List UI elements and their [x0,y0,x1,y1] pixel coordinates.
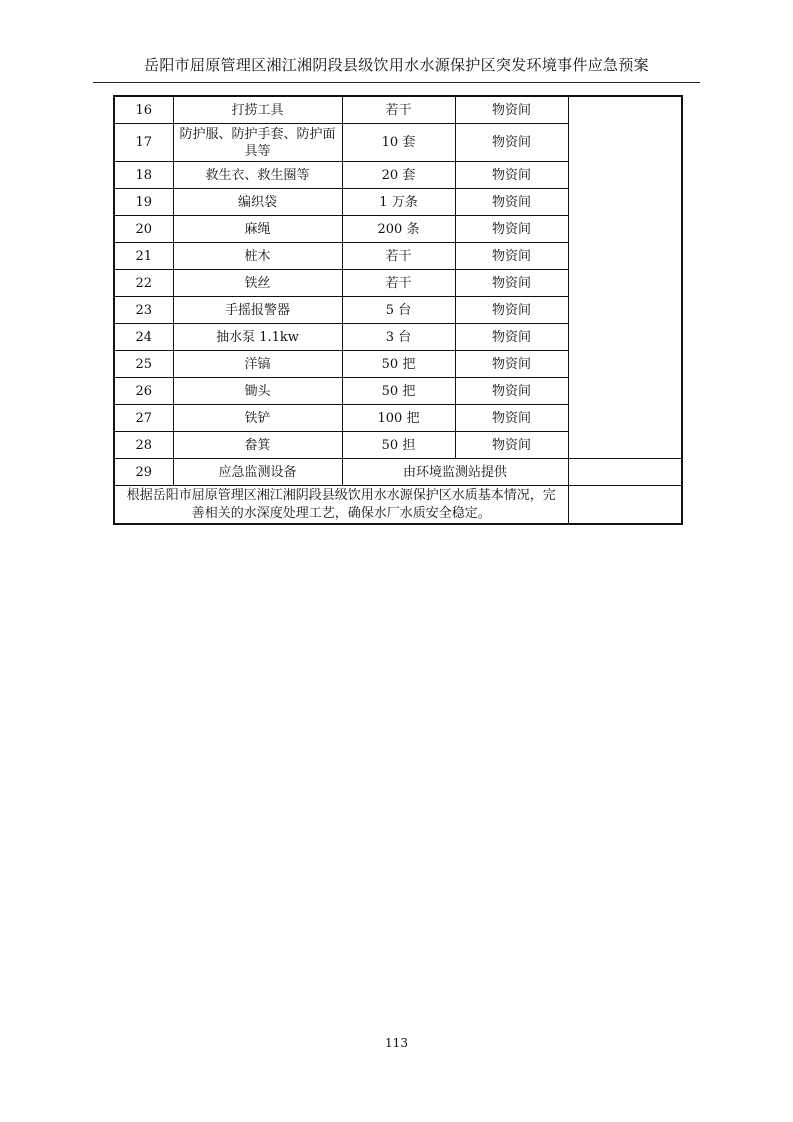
row-number: 21 [114,243,173,270]
item-name: 铁铲 [173,405,342,432]
item-location: 物资间 [455,378,568,405]
row-number: 18 [114,162,173,189]
row-number: 28 [114,432,173,459]
row-number: 17 [114,124,173,162]
equipment-inventory-table [113,95,683,525]
document-header-title: 岳阳市屈原管理区湘江湘阴段县级饮用水水源保护区突发环境事件应急预案 [144,56,649,74]
table-row [114,459,682,486]
remarks-cell [568,486,682,525]
item-location: 物资间 [455,162,568,189]
table-row [114,96,682,124]
item-provider: 由环境监测站提供 [342,459,568,486]
item-quantity: 5 台 [342,297,455,324]
row-number: 27 [114,405,173,432]
item-location: 物资间 [455,270,568,297]
page-number: 113 [385,1036,408,1050]
row-number: 29 [114,459,173,486]
item-name: 桩木 [173,243,342,270]
item-name: 畚箕 [173,432,342,459]
item-name: 编织袋 [173,189,342,216]
item-quantity: 20 套 [342,162,455,189]
item-location: 物资间 [455,216,568,243]
row-number: 24 [114,324,173,351]
row-number: 22 [114,270,173,297]
item-quantity: 若干 [342,243,455,270]
row-number: 19 [114,189,173,216]
remarks-cell [568,96,682,459]
item-name: 铁丝 [173,270,342,297]
item-quantity: 10 套 [342,124,455,162]
item-location: 物资间 [455,96,568,124]
item-quantity: 若干 [342,270,455,297]
item-location: 物资间 [455,124,568,162]
row-number: 20 [114,216,173,243]
item-quantity: 若干 [342,96,455,124]
item-name: 手摇报警器 [173,297,342,324]
row-number: 23 [114,297,173,324]
item-quantity: 1 万条 [342,189,455,216]
header-divider [93,82,700,83]
item-name: 应急监测设备 [173,459,342,486]
item-location: 物资间 [455,351,568,378]
row-number: 26 [114,378,173,405]
item-quantity: 100 把 [342,405,455,432]
item-location: 物资间 [455,324,568,351]
item-location: 物资间 [455,243,568,270]
item-quantity: 50 把 [342,378,455,405]
table-note-row [114,486,682,525]
item-quantity: 200 条 [342,216,455,243]
item-name: 洋镐 [173,351,342,378]
item-name: 抽水泵 1.1kw [173,324,342,351]
row-number: 25 [114,351,173,378]
item-location: 物资间 [455,189,568,216]
item-quantity: 50 把 [342,351,455,378]
row-number: 16 [114,96,173,124]
remarks-cell [568,459,682,486]
item-quantity: 3 台 [342,324,455,351]
item-name: 打捞工具 [173,96,342,124]
note-cell [114,486,568,525]
note-text: 根据岳阳市屈原管理区湘江湘阴段县级饮用水水源保护区水质基本情况，完善相关的水深度处理工艺，确保水厂水质安全稳定。 [126,487,556,521]
item-name: 锄头 [173,378,342,405]
item-location: 物资间 [455,405,568,432]
item-name: 麻绳 [173,216,342,243]
item-location: 物资间 [455,432,568,459]
item-name: 防护服、防护手套、防护面具等 [173,124,342,162]
item-location: 物资间 [455,297,568,324]
item-name: 救生衣、救生圈等 [173,162,342,189]
item-quantity: 50 担 [342,432,455,459]
